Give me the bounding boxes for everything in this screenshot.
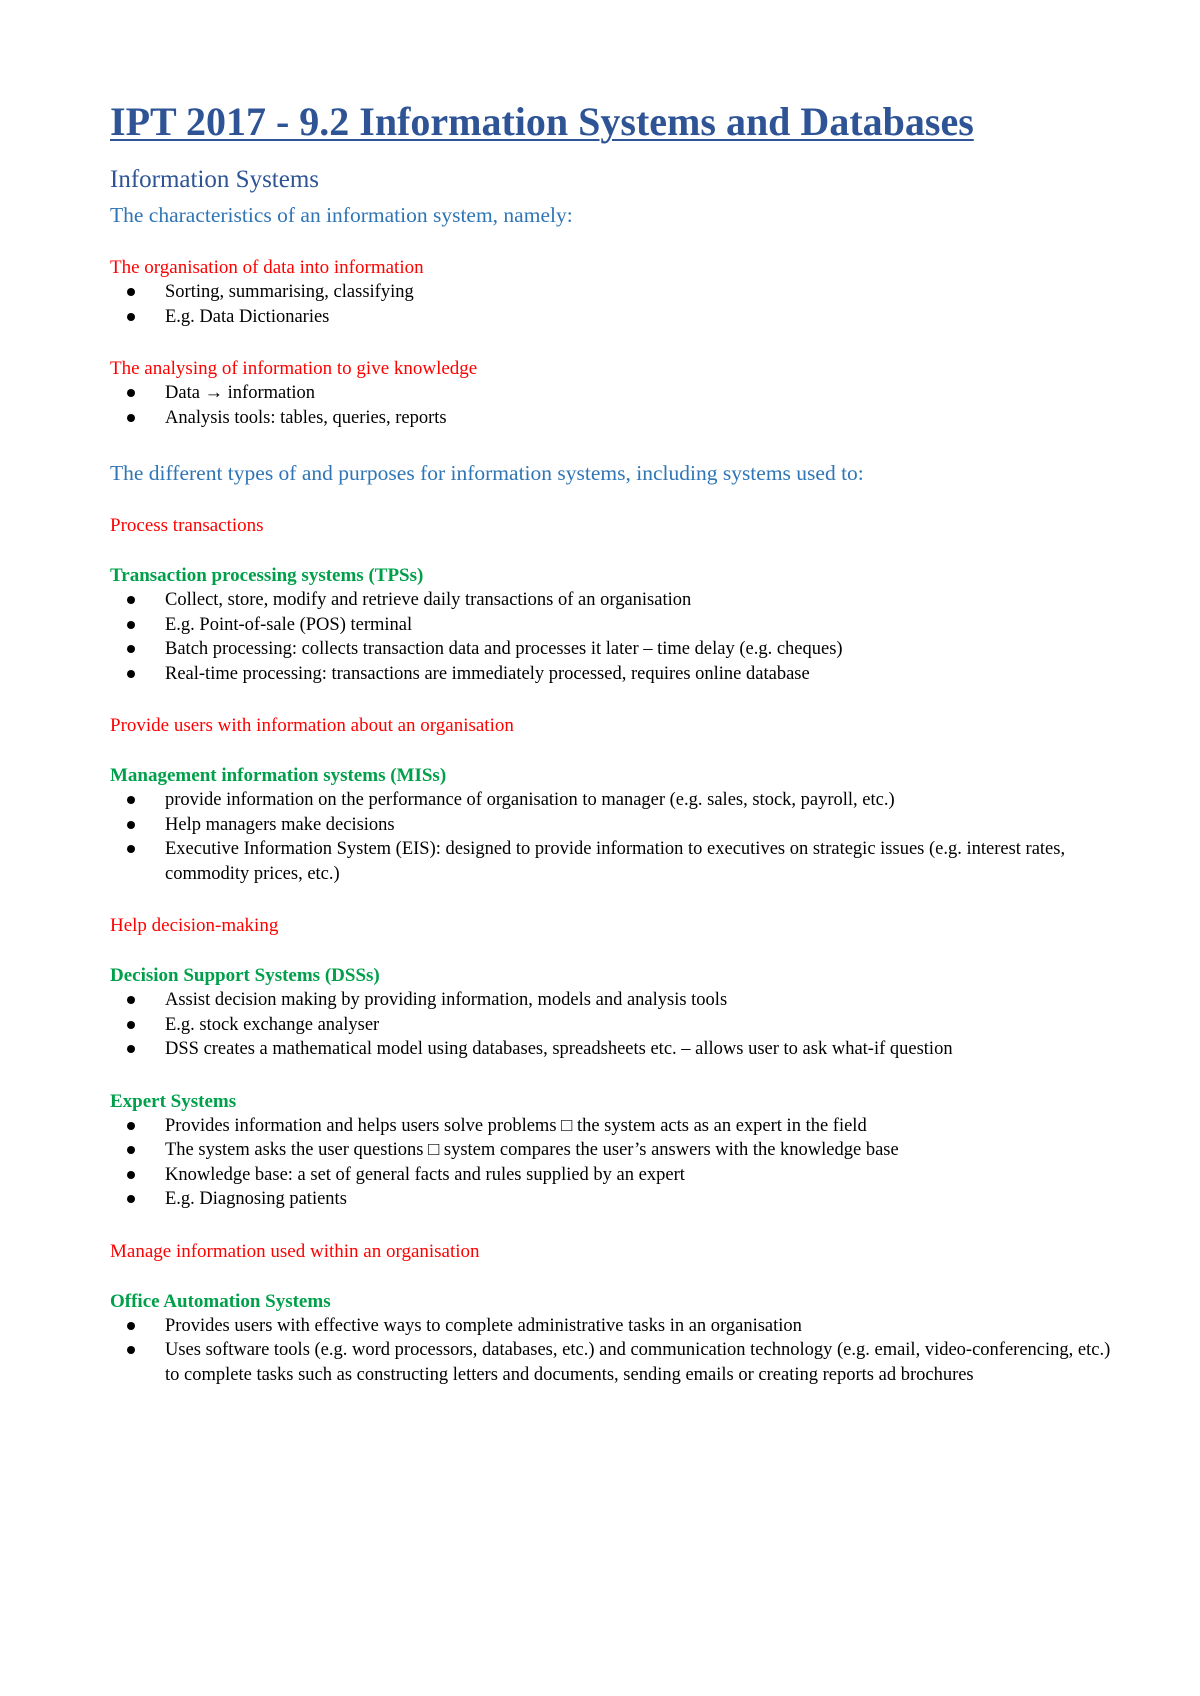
list-item-text: DSS creates a mathematical model using databases, spreadsheets etc. – allows user to ask what-if question (165, 1039, 953, 1059)
bullet-icon (127, 1322, 135, 1330)
list-item (110, 305, 1120, 330)
characteristics-list (110, 256, 1120, 430)
list-item-text: Batch processing: collects transaction data and processes it later – time delay (e.g. cheques) (165, 639, 843, 659)
list-item-text: Help managers make decisions (165, 814, 395, 835)
subheading-characteristics: The characteristics of an information system, namely: (110, 203, 573, 227)
bullet-icon (127, 596, 135, 604)
bullet-icon (127, 996, 135, 1004)
bullet-icon (127, 1045, 135, 1053)
list-item-text: E.g. Data Dictionaries (165, 306, 330, 327)
bullet-icon (127, 1146, 135, 1154)
list-item-text: Real-time processing: transactions are immediately processed, requires online database (165, 663, 810, 684)
list-item-text: E.g. Point-of-sale (POS) terminal (165, 614, 413, 635)
subheading-purposes: The different types of and purposes for information systems, including systems used to: (110, 461, 864, 485)
list-item (110, 837, 1120, 886)
list-item (110, 406, 1120, 431)
characteristic-label: The organisation of data into information (110, 257, 424, 278)
bullet-icon (127, 796, 135, 804)
list-item-text: Uses software tools (e.g. word processors, databases, etc.) and communication technology (e.g. email, video-conferencing, etc.) to complete tasks such as constructing letters and documents, sending emails or creating reports ad brochures (165, 1340, 1111, 1385)
system-name: Expert Systems (110, 1090, 237, 1112)
bullet-list (110, 788, 1120, 886)
list-item-text: The system asks the user questions □ system compares the user’s answers with the knowledge base (165, 1140, 899, 1160)
list-item (110, 381, 1120, 406)
bullet-list (110, 988, 1120, 1062)
system-name: Transaction processing systems (TPSs) (110, 565, 424, 586)
list-item (110, 588, 1120, 613)
document-title: IPT 2017 - 9.2 Information Systems and Databases (110, 99, 974, 144)
bullet-list (110, 588, 1120, 686)
bullet-list (110, 1314, 1120, 1388)
bullet-icon (127, 1122, 135, 1130)
list-item-text: Data → information (165, 383, 316, 403)
bullet-icon (127, 414, 135, 422)
list-item (110, 1013, 1120, 1038)
list-item (110, 1338, 1120, 1387)
bullet-list (110, 381, 1120, 430)
list-item (110, 1037, 1120, 1062)
system-name: Management information systems (MISs) (110, 765, 447, 786)
list-item-text: Sorting, summarising, classifying (165, 282, 414, 302)
list-item-text: E.g. stock exchange analyser (165, 1014, 380, 1035)
list-item (110, 1187, 1120, 1212)
bullet-icon (127, 1346, 135, 1354)
system-name: Decision Support Systems (DSSs) (110, 965, 380, 986)
bullet-list (110, 1114, 1120, 1212)
purpose-label: Help decision-making (110, 915, 279, 936)
list-item-text: Collect, store, modify and retrieve daily transactions of an organisation (165, 590, 692, 610)
bullet-icon (127, 288, 135, 296)
list-item (110, 813, 1120, 838)
list-item-text: E.g. Diagnosing patients (165, 1189, 347, 1209)
list-item-text: Analysis tools: tables, queries, reports (165, 407, 447, 428)
purpose-label: Manage information used within an organisation (110, 1240, 480, 1262)
bullet-icon (127, 389, 135, 397)
list-item (110, 1114, 1120, 1139)
list-item-text: Executive Information System (EIS): designed to provide information to executives on strategic issues (e.g. interest rates, commodity prices, etc.) (165, 839, 1066, 884)
list-item-text: provide information on the performance of organisation to manager (e.g. sales, stock, payroll, etc.) (165, 790, 895, 810)
purpose-label: Process transactions (110, 515, 264, 536)
bullet-icon (127, 845, 135, 853)
list-item (110, 1138, 1120, 1163)
bullet-icon (127, 670, 135, 678)
bullet-list (110, 280, 1120, 329)
bullet-icon (127, 821, 135, 829)
bullet-icon (127, 1171, 135, 1179)
characteristic-label: The analysing of information to give knowledge (110, 358, 478, 379)
list-item-text: Provides users with effective ways to complete administrative tasks in an organisation (165, 1315, 802, 1336)
list-item (110, 280, 1120, 305)
list-item (110, 1314, 1120, 1339)
list-item (110, 788, 1120, 813)
list-item-text: Knowledge base: a set of general facts and rules supplied by an expert (165, 1164, 685, 1185)
system-name: Office Automation Systems (110, 1290, 331, 1312)
purposes-list (110, 514, 1120, 1387)
list-item (110, 613, 1120, 638)
purpose-label: Provide users with information about an organisation (110, 715, 514, 736)
list-item (110, 662, 1120, 687)
section-heading: Information Systems (110, 166, 320, 193)
bullet-icon (127, 621, 135, 629)
list-item-text: Assist decision making by providing information, models and analysis tools (165, 990, 728, 1010)
list-item (110, 1163, 1120, 1188)
list-item (110, 637, 1120, 662)
bullet-icon (127, 645, 135, 653)
bullet-icon (127, 1021, 135, 1029)
list-item-text: Provides information and helps users solve problems □ the system acts as an expert in the field (165, 1115, 867, 1136)
bullet-icon (127, 1195, 135, 1203)
list-item (110, 988, 1120, 1013)
bullet-icon (127, 313, 135, 321)
